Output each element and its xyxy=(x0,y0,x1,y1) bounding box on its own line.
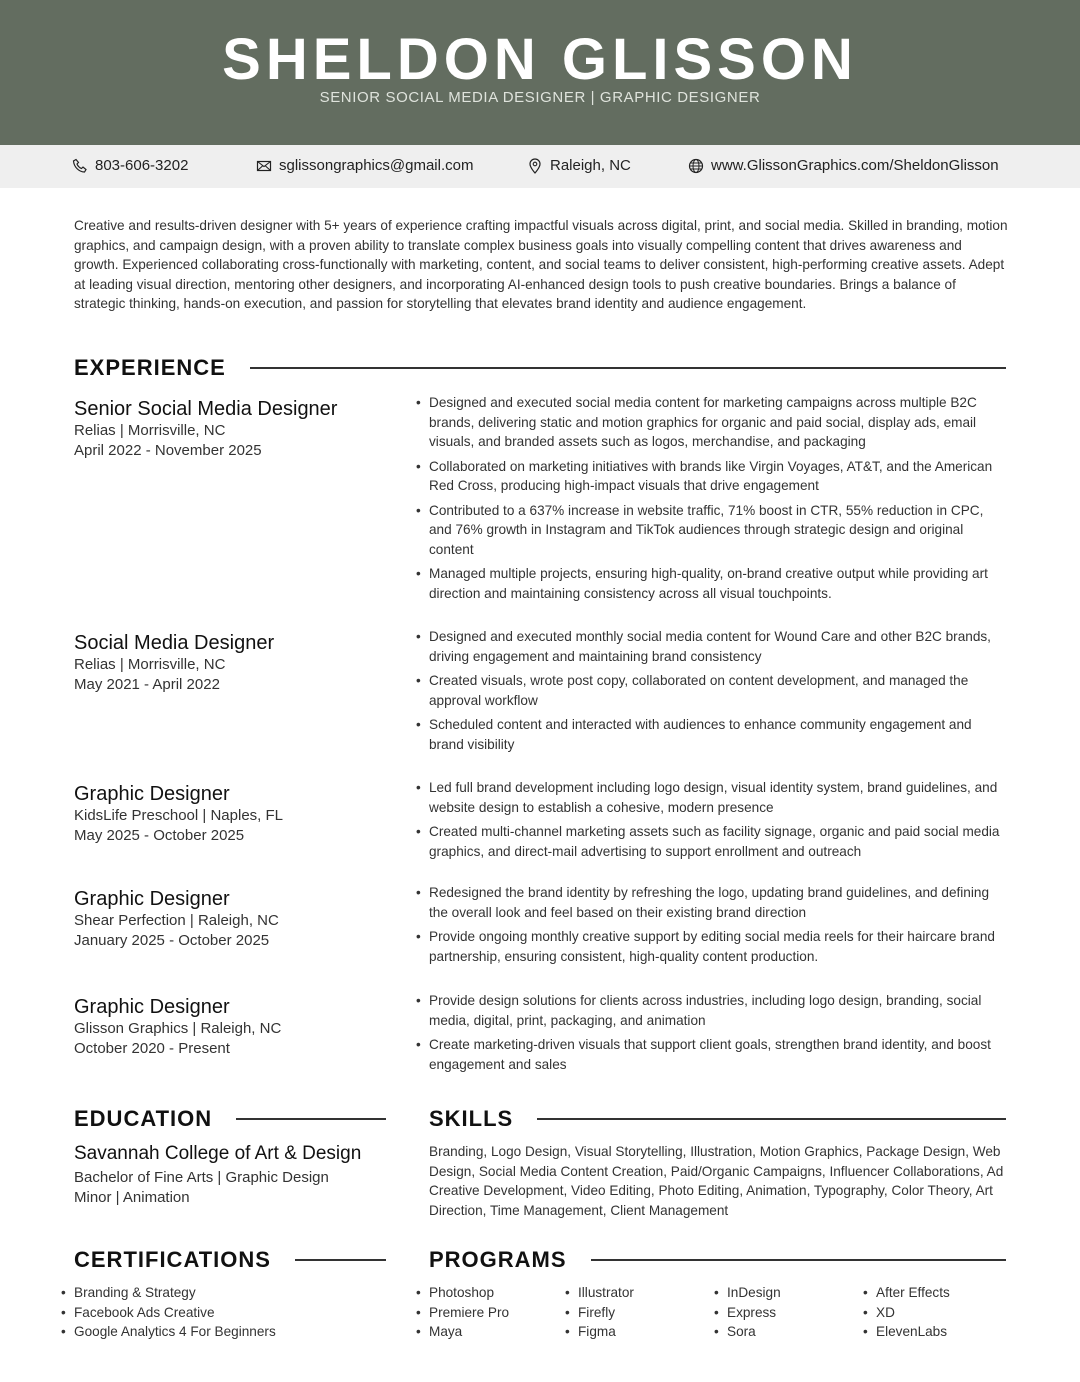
heading-text: EDUCATION xyxy=(74,1106,213,1131)
job-company: Relias | Morrisville, NC xyxy=(74,656,226,673)
certification-item: • Facebook Ads Creative xyxy=(61,1303,276,1323)
heading-text: CERTIFICATIONS xyxy=(74,1247,271,1272)
bullet-item: • Contributed to a 637% increase in website traffic, 71% boost in CTR, 55% reduction in CPC, and 76% growth in Instagram and TikTok audiences through strategic design and original content xyxy=(416,501,1006,560)
job-title: Social Media Designer xyxy=(74,632,275,654)
summary: Creative and results-driven designer with 5+ years of experience crafting impactful visuals across digital, print, and social media. Skilled in branding, motion graphics, and campaign design, with a proven ability to translate complex business goals into visually compelling content that drives awareness and growth. Experienced collaborating cross-functionally with marketing, content, and social teams to deliver consistent, high-performing creative assets. Adept at leading visual direction, mentoring other designers, and incorporating AI-enhanced design tools to push creative boundaries. Brings a balance of strategic thinking, hands-on execution, and passion for storytelling that elevates brand identity and audience engagement. xyxy=(74,218,1008,311)
job-entry xyxy=(74,780,1006,859)
phone-text: 803-606-3202 xyxy=(95,157,189,174)
bullet-item: • Create marketing-driven visuals that support client goals, strengthen brand identity, and boost engagement and sales xyxy=(416,1035,1006,1074)
program-item: • Figma xyxy=(565,1322,634,1342)
header-banner xyxy=(0,0,1080,145)
phone-icon xyxy=(72,158,88,174)
bullet-item: • Scheduled content and interacted with audiences to enhance community engagement and brand visibility xyxy=(416,715,1006,754)
program-item: • Express xyxy=(714,1303,781,1323)
bullet-item: • Created visuals, wrote post copy, collaborated on content development, and managed the approval workflow xyxy=(416,671,1006,710)
education-heading xyxy=(74,1106,386,1132)
job-title: Graphic Designer xyxy=(74,996,230,1018)
divider xyxy=(250,367,1006,369)
job-title: Graphic Designer xyxy=(74,783,230,805)
job-entry xyxy=(74,395,1006,601)
contact-phone[interactable] xyxy=(72,157,188,174)
program-item: • ElevenLabs xyxy=(863,1322,950,1342)
location-text: Raleigh, NC xyxy=(550,157,631,174)
degree: Bachelor of Fine Arts | Graphic Design xyxy=(74,1169,329,1186)
bullet-item: • Redesigned the brand identity by refreshing the logo, updating brand guidelines, and defining the overall look and feel based on their existing brand direction xyxy=(416,883,1006,922)
name-title: SHELDON GLISSON xyxy=(222,27,858,92)
divider xyxy=(591,1259,1006,1261)
job-bullets xyxy=(416,627,1006,759)
divider xyxy=(295,1259,386,1261)
bullet-item: • Designed and executed monthly social media content for Wound Care and other B2C brands, driving engagement and maintaining brand consistency xyxy=(416,627,1006,666)
contact-bar xyxy=(0,145,1080,188)
job-title: Senior Social Media Designer xyxy=(74,398,338,420)
job-subtitle: SENIOR SOCIAL MEDIA DESIGNER | GRAPHIC DESIGNER xyxy=(319,89,761,106)
job-bullets xyxy=(416,991,1006,1079)
program-item: • After Effects xyxy=(863,1283,950,1303)
job-title: Graphic Designer xyxy=(74,888,230,910)
job-dates: April 2022 - November 2025 xyxy=(74,442,262,459)
job-company: KidsLife Preschool | Naples, FL xyxy=(74,807,283,824)
job-entry xyxy=(74,629,1006,752)
program-item: • Firefly xyxy=(565,1303,634,1323)
programs-column xyxy=(416,1283,509,1342)
job-company: Glisson Graphics | Raleigh, NC xyxy=(74,1020,282,1037)
skills-text: Branding, Logo Design, Visual Storytelling, Illustration, Motion Graphics, Package Design, Web Design, Social Media Content Creation, Paid/Organic Campaigns, Influencer Collaborations, Ad Creative Development, Video Editing, Photo Editing, Animation, Typography, Color Theory, Art Direction, Time Management, Client Management xyxy=(429,1144,1004,1218)
job-entry xyxy=(74,885,1006,964)
job-bullets xyxy=(416,778,1006,866)
programs-column xyxy=(714,1283,781,1342)
bullet-item: • Provide ongoing monthly creative support by editing social media reels for their haircare brand partnership, ensuring consistent, high-quality content production. xyxy=(416,927,1006,966)
bullet-item: • Collaborated on marketing initiatives with brands like Virgin Voyages, AT&T, and the American Red Cross, producing high-impact visuals that drive engagement xyxy=(416,457,1006,496)
program-item: • Maya xyxy=(416,1322,509,1342)
school-name: Savannah College of Art & Design xyxy=(74,1143,362,1164)
bullet-item: • Led full brand development including logo design, visual identity system, brand guidelines, and website design to establish a cohesive, modern presence xyxy=(416,778,1006,817)
globe-icon xyxy=(688,158,704,174)
certification-item: • Branding & Strategy xyxy=(61,1283,276,1303)
mail-icon xyxy=(256,158,272,174)
bullet-item: • Created multi-channel marketing assets such as facility signage, organic and paid social media graphics, and direct-mail advertising to support enrollment and outreach xyxy=(416,822,1006,861)
heading-text: SKILLS xyxy=(429,1106,514,1131)
job-company: Relias | Morrisville, NC xyxy=(74,422,226,439)
job-entry xyxy=(74,993,1006,1072)
job-bullets xyxy=(416,393,1006,608)
program-item: • Sora xyxy=(714,1322,781,1342)
email-text: sglissongraphics@gmail.com xyxy=(279,157,474,174)
contact-location xyxy=(527,157,631,174)
program-item: • XD xyxy=(863,1303,950,1323)
minor: Minor | Animation xyxy=(74,1189,190,1206)
contact-email[interactable] xyxy=(256,157,473,174)
program-item: • Premiere Pro xyxy=(416,1303,509,1323)
programs-heading xyxy=(429,1247,1006,1273)
program-item: • Illustrator xyxy=(565,1283,634,1303)
certifications-heading xyxy=(74,1247,386,1273)
job-dates: May 2021 - April 2022 xyxy=(74,676,220,693)
programs-column xyxy=(863,1283,950,1342)
skills-heading xyxy=(429,1106,1006,1132)
website-link: www.GlissonGraphics.com/SheldonGlisson xyxy=(711,157,999,174)
bullet-item: • Managed multiple projects, ensuring high-quality, on-brand creative output while providing art direction and maintaining consistency across all visual touchpoints. xyxy=(416,564,1006,603)
contact-website[interactable] xyxy=(688,157,999,174)
job-dates: October 2020 - Present xyxy=(74,1040,230,1057)
bullet-item: • Designed and executed social media content for marketing campaigns across multiple B2C brands, delivering static and motion graphics for organic and paid social, display ads, email visuals, and branded assets such as logos, merchandise, and packaging xyxy=(416,393,1006,452)
heading-text: PROGRAMS xyxy=(429,1247,567,1272)
bullet-item: • Provide design solutions for clients across industries, including logo design, branding, social media, digital, print, packaging, and animation xyxy=(416,991,1006,1030)
job-company: Shear Perfection | Raleigh, NC xyxy=(74,912,279,929)
location-pin-icon xyxy=(527,158,543,174)
job-dates: January 2025 - October 2025 xyxy=(74,932,270,949)
program-item: • Photoshop xyxy=(416,1283,509,1303)
job-dates: May 2025 - October 2025 xyxy=(74,827,245,844)
programs-column xyxy=(565,1283,634,1342)
program-item: • InDesign xyxy=(714,1283,781,1303)
education-block xyxy=(74,1142,361,1208)
job-bullets xyxy=(416,883,1006,971)
divider xyxy=(537,1118,1006,1120)
experience-heading xyxy=(74,355,1006,381)
divider xyxy=(236,1118,386,1120)
heading-text: EXPERIENCE xyxy=(74,355,226,380)
certification-item: • Google Analytics 4 For Beginners xyxy=(61,1322,276,1342)
